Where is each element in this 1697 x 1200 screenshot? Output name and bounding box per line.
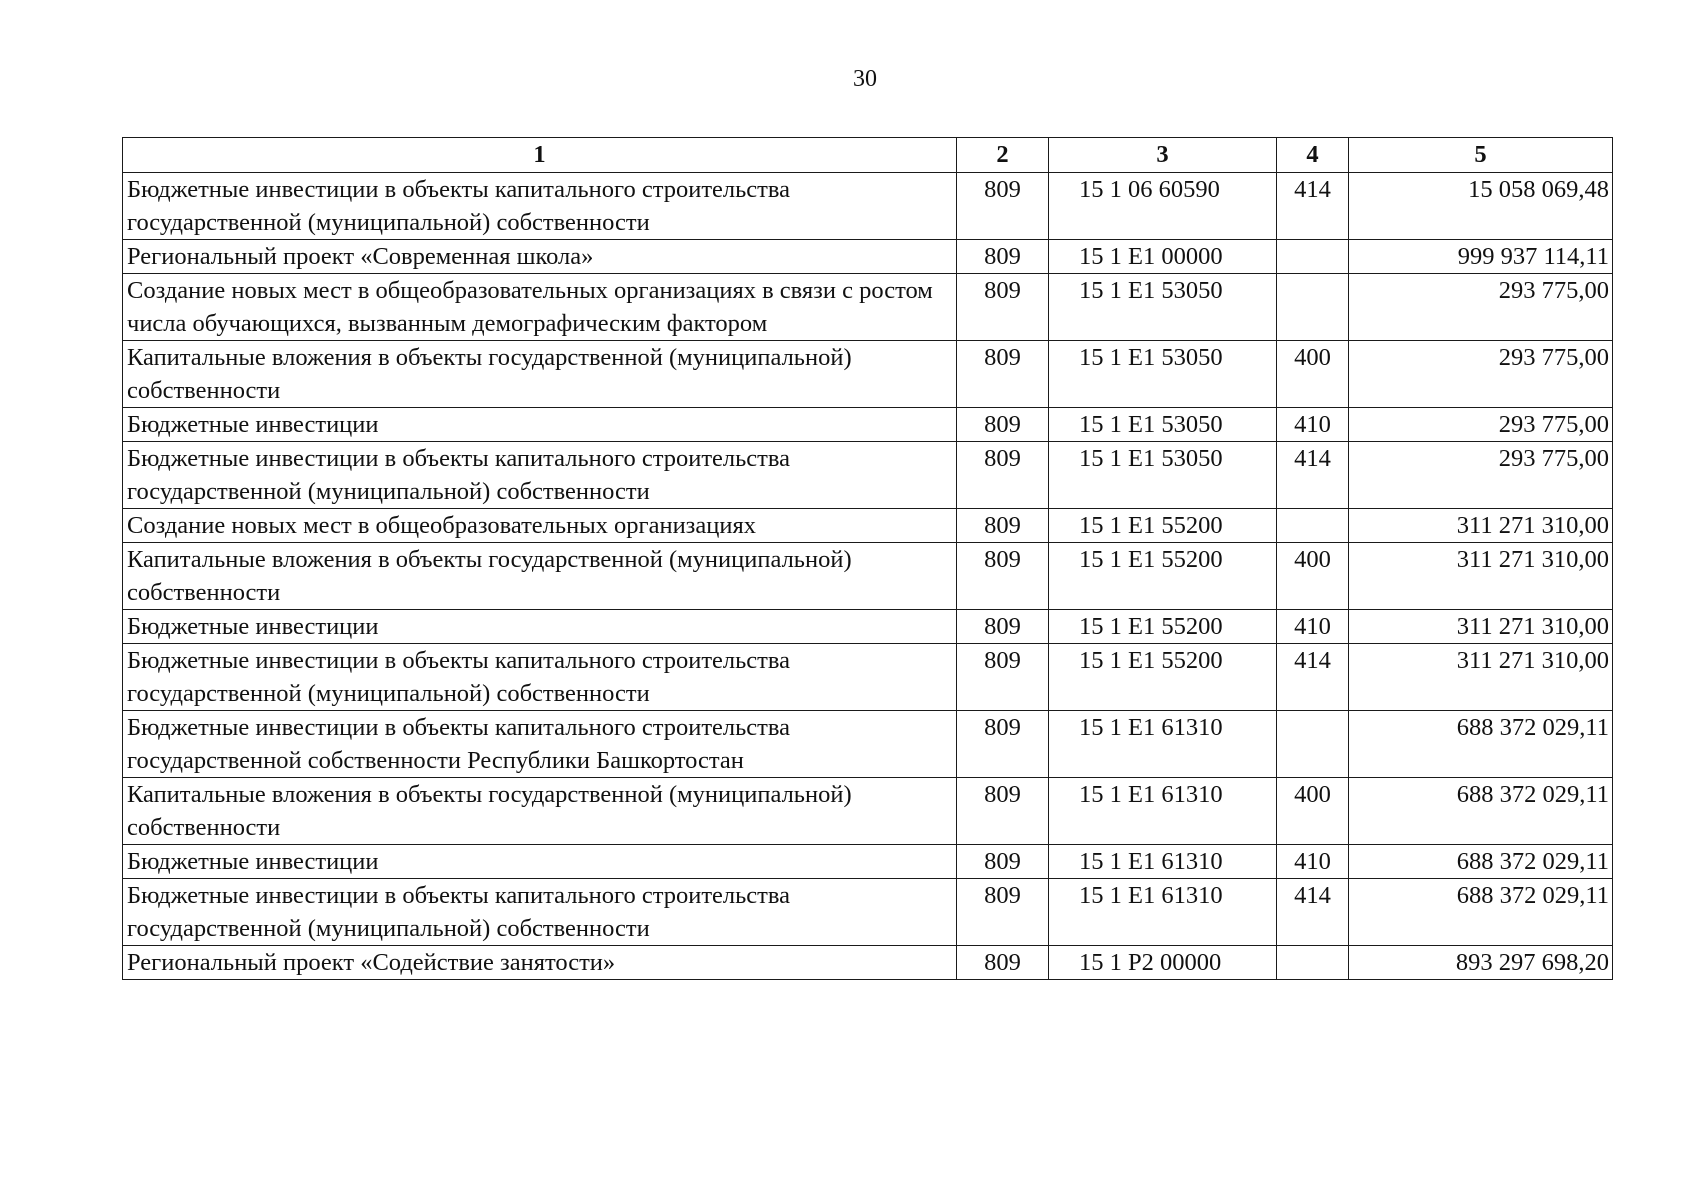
- row-ved-cell: 809: [957, 644, 1049, 711]
- row-name-cell: Региональный проект «Современная школа»: [123, 240, 957, 274]
- row-csr-cell: 15 1 Е1 61310: [1049, 778, 1277, 845]
- row-csr-cell: 15 1 Е1 55200: [1049, 644, 1277, 711]
- row-vr-cell: [1277, 509, 1349, 543]
- row-name-cell: Бюджетные инвестиции в объекты капитального строительства государственной (муниципальной) собственности: [123, 442, 957, 509]
- row-vr-cell: [1277, 711, 1349, 778]
- row-ved-cell: 809: [957, 543, 1049, 610]
- row-name-cell: Бюджетные инвестиции: [123, 408, 957, 442]
- row-vr-cell: [1277, 946, 1349, 980]
- row-name-cell: Бюджетные инвестиции в объекты капитального строительства государственной (муниципальной) собственности: [123, 879, 957, 946]
- row-ved-cell: 809: [957, 509, 1049, 543]
- table-row: [123, 543, 1613, 610]
- table-row: [123, 845, 1613, 879]
- row-vr-cell: 414: [1277, 173, 1349, 240]
- table-row: [123, 946, 1613, 980]
- row-ved-cell: 809: [957, 711, 1049, 778]
- row-sum-cell: 311 271 310,00: [1349, 610, 1613, 644]
- row-ved-cell: 809: [957, 442, 1049, 509]
- row-sum-cell: 311 271 310,00: [1349, 543, 1613, 610]
- table-row: [123, 879, 1613, 946]
- row-sum-cell: 893 297 698,20: [1349, 946, 1613, 980]
- table-row: [123, 509, 1613, 543]
- column-header-vr: 4: [1277, 138, 1349, 173]
- table-row: [123, 408, 1613, 442]
- row-name-cell: Бюджетные инвестиции в объекты капитального строительства государственной (муниципальной) собственности: [123, 644, 957, 711]
- row-vr-cell: [1277, 240, 1349, 274]
- row-sum-cell: 688 372 029,11: [1349, 879, 1613, 946]
- row-csr-cell: 15 1 Е1 61310: [1049, 711, 1277, 778]
- row-vr-cell: 414: [1277, 644, 1349, 711]
- row-vr-cell: 400: [1277, 778, 1349, 845]
- table-row: [123, 240, 1613, 274]
- row-ved-cell: 809: [957, 879, 1049, 946]
- column-header-sum: 5: [1349, 138, 1613, 173]
- row-sum-cell: 688 372 029,11: [1349, 845, 1613, 879]
- row-sum-cell: 688 372 029,11: [1349, 711, 1613, 778]
- table-row: [123, 173, 1613, 240]
- row-csr-cell: 15 1 Е1 55200: [1049, 543, 1277, 610]
- row-sum-cell: 293 775,00: [1349, 341, 1613, 408]
- row-ved-cell: 809: [957, 778, 1049, 845]
- row-csr-cell: 15 1 Е1 53050: [1049, 274, 1277, 341]
- row-ved-cell: 809: [957, 274, 1049, 341]
- row-name-cell: Бюджетные инвестиции: [123, 610, 957, 644]
- table-body: [123, 173, 1613, 980]
- table-header-row: [123, 138, 1613, 173]
- row-vr-cell: 400: [1277, 341, 1349, 408]
- row-ved-cell: 809: [957, 408, 1049, 442]
- row-name-cell: Капитальные вложения в объекты государственной (муниципальной) собственности: [123, 341, 957, 408]
- page-number: 30: [853, 66, 877, 92]
- row-sum-cell: 15 058 069,48: [1349, 173, 1613, 240]
- row-name-cell: Региональный проект «Содействие занятости»: [123, 946, 957, 980]
- row-name-cell: Капитальные вложения в объекты государственной (муниципальной) собственности: [123, 778, 957, 845]
- table-row: [123, 274, 1613, 341]
- row-vr-cell: 410: [1277, 610, 1349, 644]
- row-name-cell: Бюджетные инвестиции в объекты капитального строительства государственной собственности Республики Башкортостан: [123, 711, 957, 778]
- row-csr-cell: 15 1 Р2 00000: [1049, 946, 1277, 980]
- row-csr-cell: 15 1 Е1 61310: [1049, 879, 1277, 946]
- row-csr-cell: 15 1 Е1 61310: [1049, 845, 1277, 879]
- row-ved-cell: 809: [957, 173, 1049, 240]
- row-csr-cell: 15 1 Е1 53050: [1049, 408, 1277, 442]
- row-ved-cell: 809: [957, 946, 1049, 980]
- row-name-cell: Бюджетные инвестиции в объекты капитального строительства государственной (муниципальной) собственности: [123, 173, 957, 240]
- table-row: [123, 711, 1613, 778]
- row-name-cell: Создание новых мест в общеобразовательных организациях: [123, 509, 957, 543]
- row-vr-cell: 414: [1277, 442, 1349, 509]
- row-csr-cell: 15 1 Е1 55200: [1049, 509, 1277, 543]
- table-row: [123, 341, 1613, 408]
- table-row: [123, 610, 1613, 644]
- row-csr-cell: 15 1 Е1 00000: [1049, 240, 1277, 274]
- row-ved-cell: 809: [957, 610, 1049, 644]
- row-sum-cell: 311 271 310,00: [1349, 644, 1613, 711]
- row-sum-cell: 293 775,00: [1349, 442, 1613, 509]
- row-name-cell: Капитальные вложения в объекты государственной (муниципальной) собственности: [123, 543, 957, 610]
- row-ved-cell: 809: [957, 240, 1049, 274]
- row-csr-cell: 15 1 Е1 53050: [1049, 341, 1277, 408]
- row-ved-cell: 809: [957, 845, 1049, 879]
- row-sum-cell: 293 775,00: [1349, 274, 1613, 341]
- row-ved-cell: 809: [957, 341, 1049, 408]
- row-vr-cell: 414: [1277, 879, 1349, 946]
- row-name-cell: Бюджетные инвестиции: [123, 845, 957, 879]
- row-vr-cell: 410: [1277, 408, 1349, 442]
- column-header-ved: 2: [957, 138, 1049, 173]
- column-header-name: 1: [123, 138, 957, 173]
- row-sum-cell: 311 271 310,00: [1349, 509, 1613, 543]
- row-sum-cell: 293 775,00: [1349, 408, 1613, 442]
- row-vr-cell: 400: [1277, 543, 1349, 610]
- column-header-csr: 3: [1049, 138, 1277, 173]
- row-csr-cell: 15 1 Е1 55200: [1049, 610, 1277, 644]
- table-row: [123, 442, 1613, 509]
- row-vr-cell: 410: [1277, 845, 1349, 879]
- row-csr-cell: 15 1 Е1 53050: [1049, 442, 1277, 509]
- table-row: [123, 644, 1613, 711]
- table-row: [123, 778, 1613, 845]
- row-sum-cell: 688 372 029,11: [1349, 778, 1613, 845]
- budget-table: [122, 137, 1613, 980]
- row-vr-cell: [1277, 274, 1349, 341]
- row-sum-cell: 999 937 114,11: [1349, 240, 1613, 274]
- row-name-cell: Создание новых мест в общеобразовательных организациях в связи с ростом числа обучающихся, вызванным демографическим фактором: [123, 274, 957, 341]
- row-csr-cell: 15 1 06 60590: [1049, 173, 1277, 240]
